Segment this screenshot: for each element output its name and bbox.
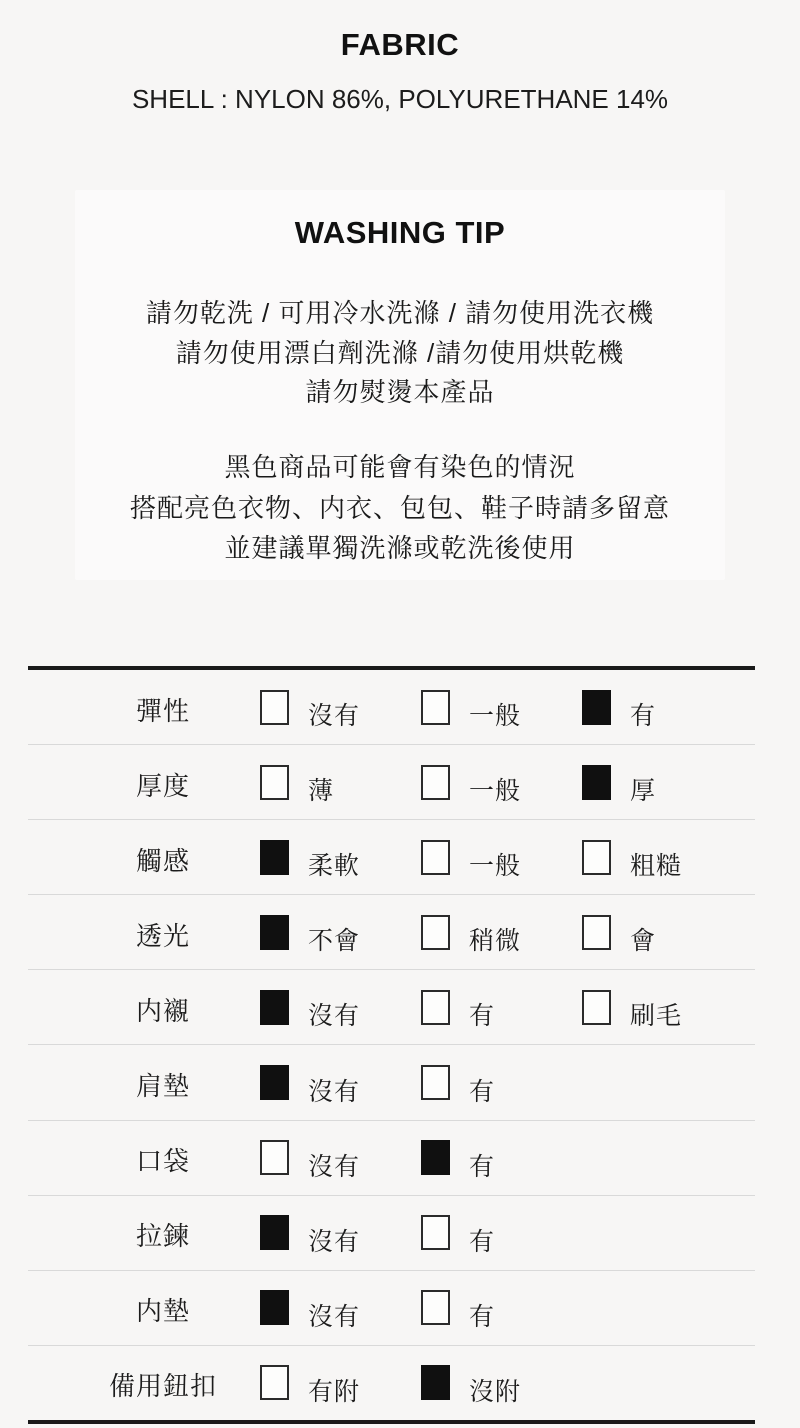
color-care-note-line: 搭配亮色衣物、内衣、包包、鞋子時請多留意 xyxy=(129,493,670,523)
spec-row-label: 透光 xyxy=(135,920,190,951)
spec-row xyxy=(28,1045,755,1120)
spec-row xyxy=(28,1196,755,1271)
checkbox-unchecked-icon xyxy=(421,990,450,1025)
spec-option xyxy=(421,1140,582,1181)
washing-tip-title: WASHING TIP xyxy=(294,215,506,250)
spec-option xyxy=(421,839,582,881)
checkbox-checked-icon xyxy=(582,765,611,800)
spec-option-label: 有 xyxy=(469,1152,496,1181)
spec-option-label: 有 xyxy=(469,1227,496,1256)
checkbox-unchecked-icon xyxy=(421,690,450,725)
spec-row-options xyxy=(260,1045,582,1119)
checkbox-unchecked-icon xyxy=(421,1290,450,1325)
spec-option-label: 柔軟 xyxy=(308,852,361,881)
spec-option-label: 一般 xyxy=(469,852,522,881)
checkbox-checked-icon xyxy=(421,1140,450,1175)
spec-table xyxy=(28,666,755,1424)
spec-option xyxy=(260,689,421,731)
spec-row xyxy=(28,1346,755,1420)
spec-option xyxy=(421,1215,582,1256)
checkbox-checked-icon xyxy=(260,840,289,875)
spec-row-options xyxy=(260,745,743,819)
washing-instruction-line: 請勿使用漂白劑洗滌 /請勿使用烘乾機 xyxy=(175,338,625,368)
spec-option xyxy=(421,689,582,731)
washing-instruction-line: 請勿乾洗 / 可用冷水洗滌 / 請勿使用洗衣機 xyxy=(145,298,655,328)
spec-option-label: 沒有 xyxy=(308,1002,361,1031)
color-care-note-line: 並建議單獨洗滌或乾洗後使用 xyxy=(224,533,576,563)
spec-option-label: 一般 xyxy=(469,702,522,731)
spec-row-options xyxy=(260,895,743,969)
checkbox-unchecked-icon xyxy=(421,915,450,950)
color-care-note-line: 黑色商品可能會有染色的情況 xyxy=(224,452,576,482)
checkbox-unchecked-icon xyxy=(582,840,611,875)
spec-row-label: 厚度 xyxy=(135,770,190,801)
spec-row-options xyxy=(260,670,743,744)
spec-option xyxy=(582,839,743,881)
spec-row xyxy=(28,1121,755,1196)
spec-row-label: 觸感 xyxy=(135,845,190,876)
spec-option-label: 會 xyxy=(630,927,657,956)
spec-row xyxy=(28,670,755,745)
spec-option xyxy=(582,764,743,806)
checkbox-unchecked-icon xyxy=(260,690,289,725)
spec-row xyxy=(28,745,755,820)
spec-row-label: 内襯 xyxy=(135,995,190,1026)
spec-option-label: 薄 xyxy=(308,777,335,806)
spec-option xyxy=(421,989,582,1031)
spec-option-label: 沒有 xyxy=(308,1077,361,1106)
spec-row xyxy=(28,970,755,1045)
spec-option xyxy=(421,1365,582,1406)
spec-option-label: 粗糙 xyxy=(630,852,683,881)
spec-row xyxy=(28,820,755,895)
checkbox-unchecked-icon xyxy=(421,765,450,800)
checkbox-checked-icon xyxy=(260,1065,289,1100)
spec-row-options xyxy=(260,1121,582,1195)
spec-option xyxy=(260,764,421,806)
spec-option-label: 有 xyxy=(469,1302,496,1331)
washing-instruction-line: 請勿熨燙本產品 xyxy=(305,377,495,407)
checkbox-unchecked-icon xyxy=(421,1065,450,1100)
spec-option xyxy=(421,1290,582,1331)
checkbox-unchecked-icon xyxy=(582,990,611,1025)
checkbox-unchecked-icon xyxy=(421,1215,450,1250)
spec-option xyxy=(260,1365,421,1406)
spec-option xyxy=(260,1065,421,1106)
spec-option xyxy=(260,989,421,1031)
spec-option xyxy=(421,1065,582,1106)
spec-row-label: 彈性 xyxy=(135,695,190,726)
spec-option-label: 稍微 xyxy=(469,927,522,956)
spec-row-options xyxy=(260,1196,582,1270)
spec-option xyxy=(421,914,582,956)
checkbox-unchecked-icon xyxy=(260,1140,289,1175)
checkbox-checked-icon xyxy=(260,1215,289,1250)
spec-option-label: 一般 xyxy=(469,777,522,806)
spec-row-label: 備用鈕扣 xyxy=(108,1371,217,1402)
spec-option xyxy=(582,989,743,1031)
spec-option xyxy=(582,689,743,731)
spec-row xyxy=(28,1271,755,1346)
spec-option-label: 厚 xyxy=(630,777,657,806)
checkbox-checked-icon xyxy=(260,915,289,950)
checkbox-unchecked-icon xyxy=(260,765,289,800)
spec-option xyxy=(260,914,421,956)
spec-option-label: 有 xyxy=(630,702,657,731)
spec-option-label: 沒有 xyxy=(308,1302,361,1331)
spec-row-label: 拉鍊 xyxy=(135,1221,190,1252)
spec-row xyxy=(28,895,755,970)
spec-option-label: 刷毛 xyxy=(630,1002,683,1031)
spec-option-label: 有 xyxy=(469,1002,496,1031)
checkbox-checked-icon xyxy=(421,1365,450,1400)
checkbox-checked-icon xyxy=(260,990,289,1025)
spec-row-options xyxy=(260,1346,582,1420)
spec-row-options xyxy=(260,970,743,1044)
checkbox-unchecked-icon xyxy=(421,840,450,875)
spec-row-label: 肩墊 xyxy=(135,1071,190,1102)
spec-option xyxy=(260,1215,421,1256)
spec-option xyxy=(582,914,743,956)
spec-option-label: 沒有 xyxy=(308,1152,361,1181)
spec-option xyxy=(260,1140,421,1181)
spec-row-label: 口袋 xyxy=(135,1146,190,1177)
spec-option-label: 有 xyxy=(469,1077,496,1106)
fabric-composition: SHELL : NYLON 86%, POLYURETHANE 14% xyxy=(131,84,669,114)
fabric-section-title: FABRIC xyxy=(340,27,460,62)
spec-row-options xyxy=(260,820,743,894)
checkbox-unchecked-icon xyxy=(582,915,611,950)
spec-option-label: 不會 xyxy=(308,927,361,956)
spec-option-label: 沒有 xyxy=(308,1227,361,1256)
spec-option xyxy=(260,1290,421,1331)
spec-option-label: 沒有 xyxy=(308,702,361,731)
checkbox-unchecked-icon xyxy=(260,1365,289,1400)
spec-row-label: 内墊 xyxy=(135,1296,190,1327)
checkbox-checked-icon xyxy=(260,1290,289,1325)
spec-option-label: 有附 xyxy=(308,1377,361,1406)
checkbox-checked-icon xyxy=(582,690,611,725)
spec-option xyxy=(260,839,421,881)
spec-option xyxy=(421,764,582,806)
spec-option-label: 沒附 xyxy=(469,1377,522,1406)
spec-row-options xyxy=(260,1271,582,1345)
